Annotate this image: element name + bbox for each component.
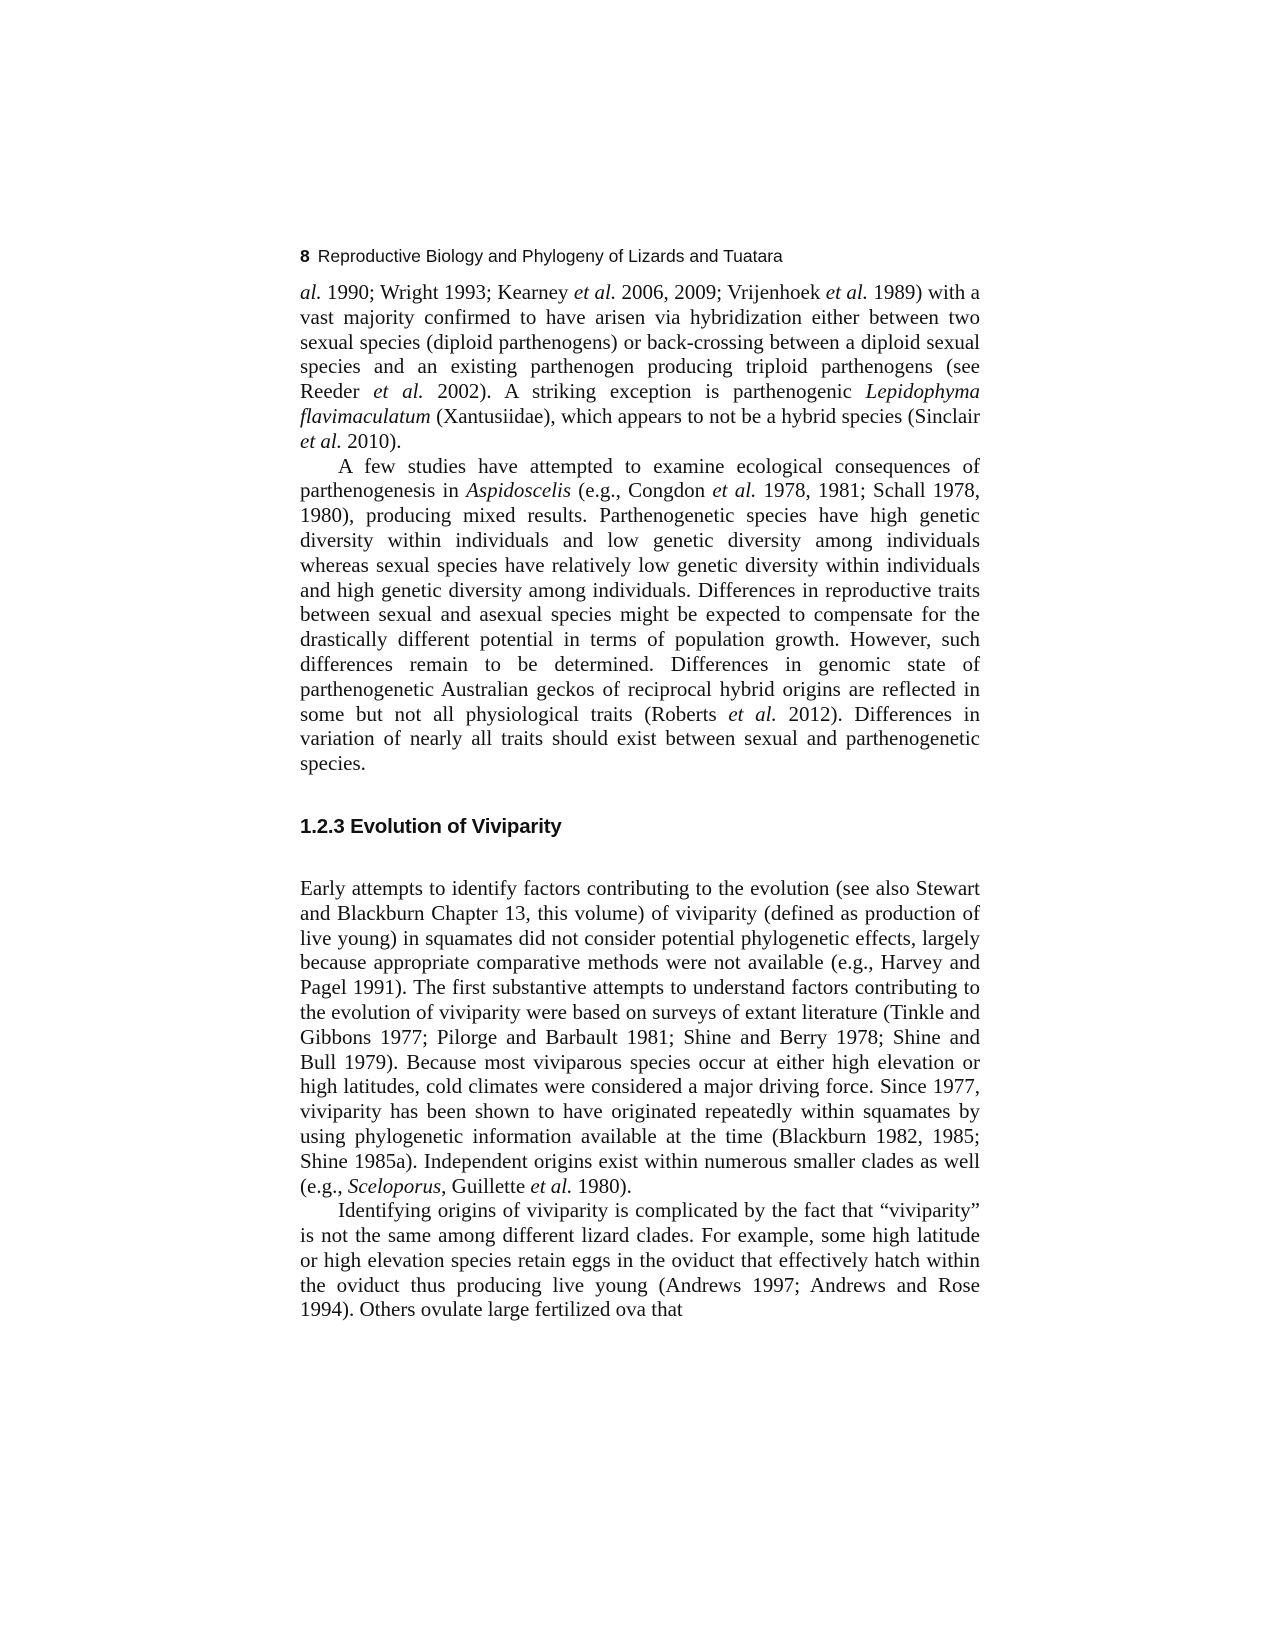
body-paragraph (300, 1198, 980, 1322)
italic-text: Sceloporus (347, 1173, 442, 1198)
text-run: Identifying origins of viviparity is complicated by the fact that “viviparity” is not the same among different lizard clades. For example, some high latitude or high elevation species retain eggs in the oviduct that effectively hatch within the oviduct thus producing live young (Andrews 1997; Andrews and Rose 1994). Others ovulate large fertilized ova that (300, 1198, 980, 1322)
italic-text: et al. (728, 701, 777, 726)
italic-text: et al. (300, 428, 342, 453)
book-page (300, 244, 980, 1322)
italic-text: et al. (712, 478, 757, 503)
text-run: 1989) with a vast majority confirmed to have arisen via hybridization either between two sexual species (diploid parthenogens) or back-crossing between a diploid sexual species and an existing parthenogen producing triploid parthenogens (see Reeder (300, 280, 980, 404)
italic-text: et al. (530, 1173, 573, 1198)
italic-text: et al. (373, 379, 424, 404)
text-run: (Xantusiidae), which appears to not be a hybrid species (Sinclair (430, 403, 980, 428)
text-run: 1980). (572, 1173, 632, 1198)
text-run: A few studies have attempted to examine ecological consequences of parthenogenesis in (300, 453, 980, 503)
text-run: 2012). Differences in variation of nearly all traits should exist between sexual and parthenogenetic species. (300, 701, 980, 776)
text-run: 2010). (342, 428, 402, 453)
page-number: 8 (300, 246, 310, 266)
text-run: 2002). A striking exception is parthenogenic (423, 379, 866, 404)
running-title: Reproductive Biology and Phylogeny of Lizards and Tuatara (317, 246, 783, 266)
italic-text: et al. (573, 280, 617, 304)
text-block-before-section (300, 280, 980, 776)
running-head (300, 244, 980, 268)
text-block-after-section (300, 876, 980, 1322)
italic-text: et al. (825, 280, 868, 304)
body-paragraph (300, 454, 980, 776)
italic-text: al. (300, 280, 322, 304)
text-run: Early attempts to identify factors contributing to the evolution (see also Stewart and Blackburn Chapter 13, this volume) of viviparity (defined as production of live young) in squamates did not consider potential phylogenetic effects, largely because appropriate comparative methods were not available (e.g., Harvey and Pagel 1991). The first substantive attempts to understand factors contributing to the evolution of viviparity were based on surveys of extant literature (Tinkle and Gibbons 1977; Pilorge and Barbault 1981; Shine and Berry 1978; Shine and Bull 1979). Because most viviparous species occur at either high elevation or high latitudes, cold climates were considered a major driving force. Since 1977, viviparity has been shown to have originated repeatedly within squamates by using phylogenetic information available at the time (Blackburn 1982, 1985; Shine 1985a). Independent origins exist within numerous smaller clades as well (e.g., (300, 875, 980, 1198)
text-run: , Guillette (441, 1173, 531, 1198)
body-paragraph (300, 280, 980, 454)
body-paragraph (300, 876, 980, 1198)
text-run: 1990; Wright 1993; Kearney (321, 280, 574, 304)
italic-text: Lepidophyma flavimaculatum (300, 379, 980, 428)
section-heading: 1.2.3 Evolution of Viviparity (300, 814, 562, 838)
italic-text: Aspidoscelis (466, 478, 572, 503)
text-run: 2006, 2009; Vrijenhoek (616, 280, 826, 304)
text-run: 1978, 1981; Schall 1978, 1980), producing mixed results. Parthenogenetic species have high genetic diversity within individuals and low genetic diversity among individuals whereas sexual species have relatively low genetic diversity within individuals and high genetic diversity among individuals. Differences in reproductive traits between sexual and asexual species might be expected to compensate for the drastically different potential in terms of population growth. However, such differences remain to be determined. Differences in genomic state of parthenogenetic Australian geckos of reciprocal hybrid origins are reflected in some but not all physiological traits (Roberts (300, 478, 981, 726)
text-run: (e.g., Congdon (571, 478, 713, 503)
